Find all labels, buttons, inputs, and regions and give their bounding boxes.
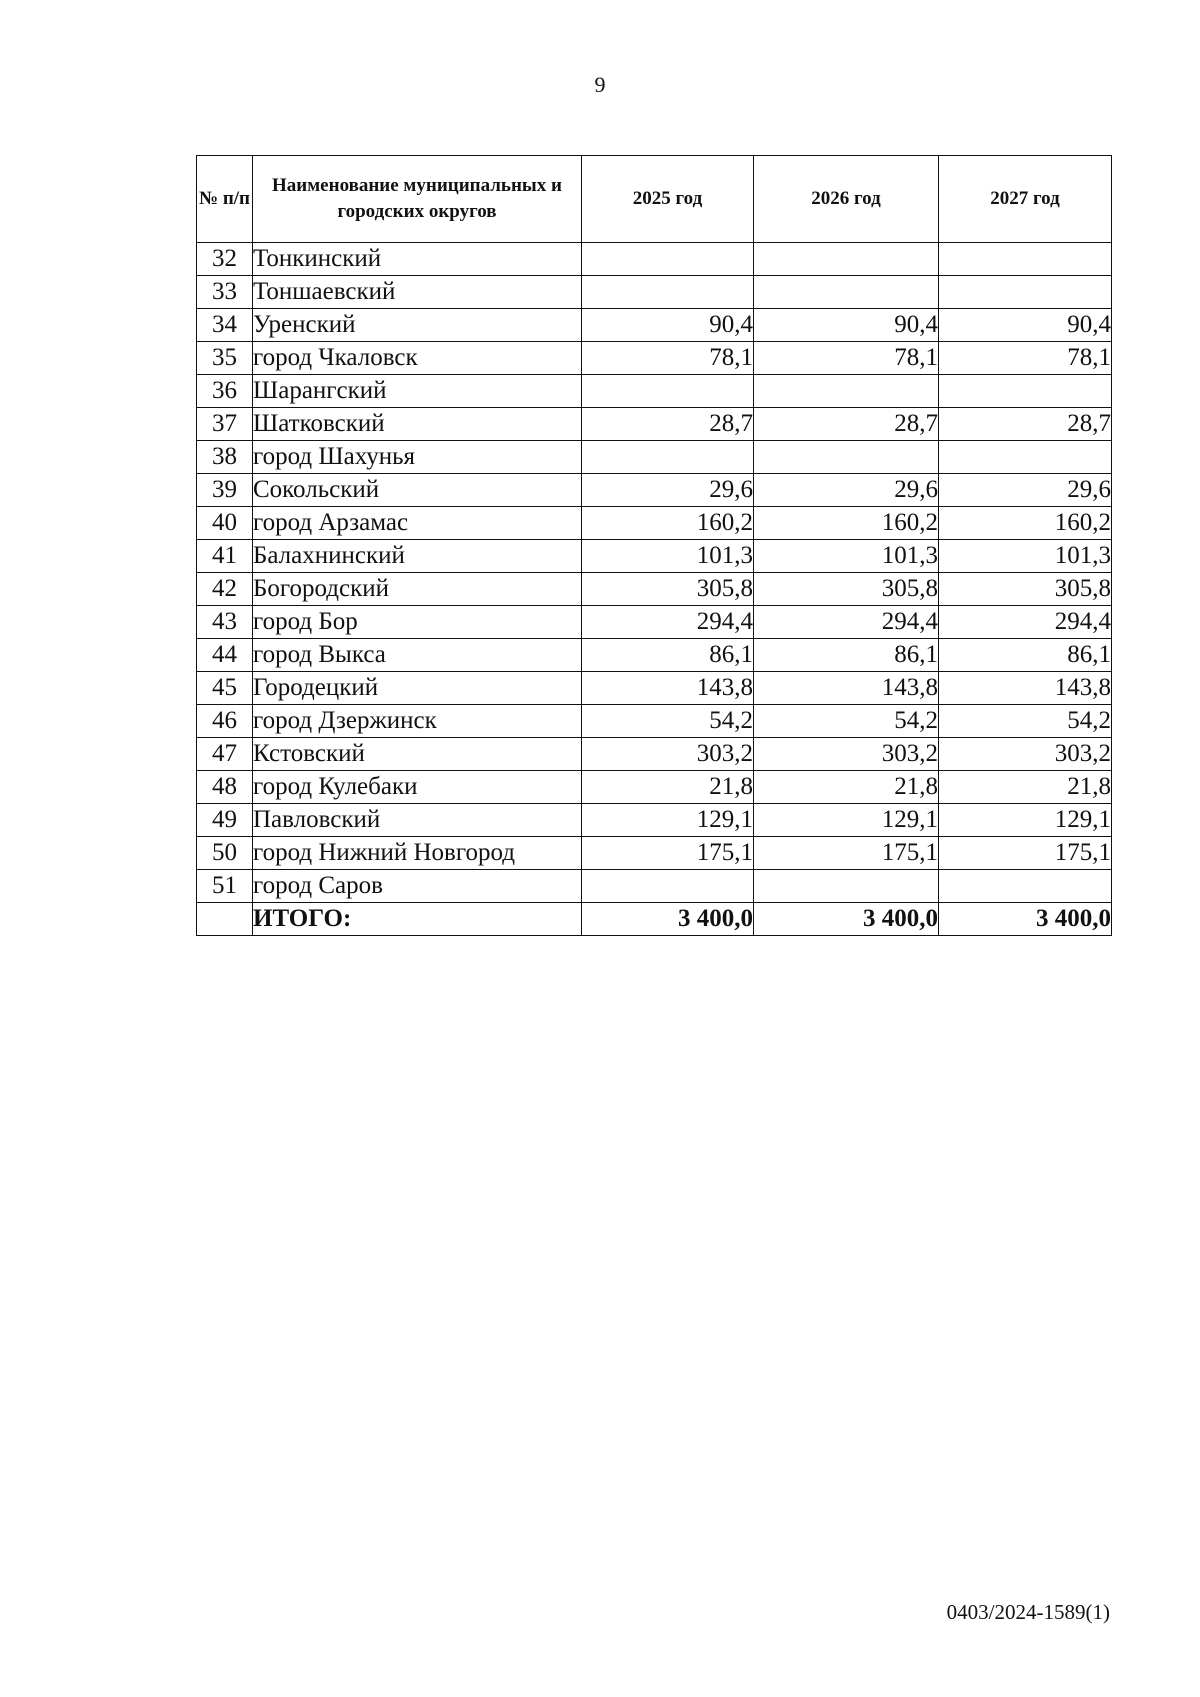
row-name: Богородский xyxy=(253,573,582,606)
total-label: ИТОГО: xyxy=(253,903,582,936)
row-num: 37 xyxy=(197,408,253,441)
row-2026: 90,4 xyxy=(754,309,939,342)
row-num: 45 xyxy=(197,672,253,705)
total-row xyxy=(197,903,1112,936)
row-num: 40 xyxy=(197,507,253,540)
row-num: 51 xyxy=(197,870,253,903)
table-row xyxy=(197,771,1112,804)
row-2025: 303,2 xyxy=(582,738,754,771)
row-2026: 28,7 xyxy=(754,408,939,441)
row-2027: 175,1 xyxy=(939,837,1112,870)
row-2026: 21,8 xyxy=(754,771,939,804)
row-2025: 143,8 xyxy=(582,672,754,705)
row-name: Балахнинский xyxy=(253,540,582,573)
row-2025: 305,8 xyxy=(582,573,754,606)
row-2025: 86,1 xyxy=(582,639,754,672)
row-2026 xyxy=(754,441,939,474)
row-name: город Дзержинск xyxy=(253,705,582,738)
allocation-table xyxy=(196,155,1112,936)
row-2027: 129,1 xyxy=(939,804,1112,837)
row-2026: 101,3 xyxy=(754,540,939,573)
row-2025: 54,2 xyxy=(582,705,754,738)
table-header-row xyxy=(197,156,1112,243)
table-row xyxy=(197,441,1112,474)
row-2025: 90,4 xyxy=(582,309,754,342)
header-num: № п/п xyxy=(197,156,253,243)
row-num: 34 xyxy=(197,309,253,342)
row-num: 43 xyxy=(197,606,253,639)
row-num: 32 xyxy=(197,243,253,276)
total-num-cell xyxy=(197,903,253,936)
row-2027: 294,4 xyxy=(939,606,1112,639)
table-row xyxy=(197,342,1112,375)
row-num: 50 xyxy=(197,837,253,870)
row-2025 xyxy=(582,441,754,474)
row-2026: 78,1 xyxy=(754,342,939,375)
row-num: 36 xyxy=(197,375,253,408)
header-name: Наименование муниципальных и городских округов xyxy=(253,156,582,243)
row-2025: 78,1 xyxy=(582,342,754,375)
row-2025 xyxy=(582,375,754,408)
row-2026: 129,1 xyxy=(754,804,939,837)
row-num: 42 xyxy=(197,573,253,606)
table-row xyxy=(197,870,1112,903)
row-2027 xyxy=(939,243,1112,276)
row-2027: 86,1 xyxy=(939,639,1112,672)
row-2026 xyxy=(754,375,939,408)
row-name: Кстовский xyxy=(253,738,582,771)
row-2027: 305,8 xyxy=(939,573,1112,606)
row-2027: 303,2 xyxy=(939,738,1112,771)
row-name: город Нижний Новгород xyxy=(253,837,582,870)
table-row xyxy=(197,639,1112,672)
row-2026: 305,8 xyxy=(754,573,939,606)
row-name: Шатковский xyxy=(253,408,582,441)
row-2025: 28,7 xyxy=(582,408,754,441)
table-row xyxy=(197,474,1112,507)
row-2026 xyxy=(754,243,939,276)
table-row xyxy=(197,606,1112,639)
row-name: город Бор xyxy=(253,606,582,639)
table-row xyxy=(197,540,1112,573)
row-2027: 78,1 xyxy=(939,342,1112,375)
table-row xyxy=(197,507,1112,540)
row-2025 xyxy=(582,243,754,276)
table-row xyxy=(197,243,1112,276)
row-num: 39 xyxy=(197,474,253,507)
row-name: Городецкий xyxy=(253,672,582,705)
row-2027: 101,3 xyxy=(939,540,1112,573)
row-num: 49 xyxy=(197,804,253,837)
row-name: город Саров xyxy=(253,870,582,903)
row-2027: 160,2 xyxy=(939,507,1112,540)
table-row xyxy=(197,837,1112,870)
row-name: Уренский xyxy=(253,309,582,342)
table-row xyxy=(197,573,1112,606)
row-num: 46 xyxy=(197,705,253,738)
table-row xyxy=(197,276,1112,309)
row-name: Шарангский xyxy=(253,375,582,408)
row-name: Тонкинский xyxy=(253,243,582,276)
row-2026: 175,1 xyxy=(754,837,939,870)
header-2026: 2026 год xyxy=(754,156,939,243)
row-name: город Арзамас xyxy=(253,507,582,540)
table-row xyxy=(197,804,1112,837)
table-row xyxy=(197,672,1112,705)
header-2025: 2025 год xyxy=(582,156,754,243)
row-num: 33 xyxy=(197,276,253,309)
document-code: 0403/2024-1589(1) xyxy=(946,1600,1110,1624)
row-2027: 29,6 xyxy=(939,474,1112,507)
row-2026 xyxy=(754,870,939,903)
row-2026: 294,4 xyxy=(754,606,939,639)
row-2027 xyxy=(939,375,1112,408)
row-2027: 143,8 xyxy=(939,672,1112,705)
table-row xyxy=(197,408,1112,441)
table-row xyxy=(197,738,1112,771)
row-2027: 21,8 xyxy=(939,771,1112,804)
row-name: город Шахунья xyxy=(253,441,582,474)
row-2026: 86,1 xyxy=(754,639,939,672)
row-2025: 129,1 xyxy=(582,804,754,837)
table-body xyxy=(197,243,1112,936)
total-2025: 3 400,0 xyxy=(582,903,754,936)
row-num: 41 xyxy=(197,540,253,573)
table-row xyxy=(197,375,1112,408)
row-name: Тоншаевский xyxy=(253,276,582,309)
row-num: 47 xyxy=(197,738,253,771)
table-row xyxy=(197,309,1112,342)
row-2025: 21,8 xyxy=(582,771,754,804)
row-2027 xyxy=(939,870,1112,903)
row-2027 xyxy=(939,441,1112,474)
row-num: 35 xyxy=(197,342,253,375)
header-2027: 2027 год xyxy=(939,156,1112,243)
row-name: город Чкаловск xyxy=(253,342,582,375)
total-2026: 3 400,0 xyxy=(754,903,939,936)
row-name: Сокольский xyxy=(253,474,582,507)
row-2026: 160,2 xyxy=(754,507,939,540)
row-2026: 143,8 xyxy=(754,672,939,705)
table-row xyxy=(197,705,1112,738)
row-name: город Выкса xyxy=(253,639,582,672)
total-2027: 3 400,0 xyxy=(939,903,1112,936)
row-name: Павловский xyxy=(253,804,582,837)
row-2026: 54,2 xyxy=(754,705,939,738)
row-num: 44 xyxy=(197,639,253,672)
page-number: 9 xyxy=(594,72,606,97)
row-name: город Кулебаки xyxy=(253,771,582,804)
row-2027: 90,4 xyxy=(939,309,1112,342)
row-2025: 160,2 xyxy=(582,507,754,540)
row-2027: 28,7 xyxy=(939,408,1112,441)
row-2027: 54,2 xyxy=(939,705,1112,738)
row-2025: 29,6 xyxy=(582,474,754,507)
row-2026: 29,6 xyxy=(754,474,939,507)
row-2025 xyxy=(582,276,754,309)
row-2025 xyxy=(582,870,754,903)
row-2025: 101,3 xyxy=(582,540,754,573)
row-2025: 294,4 xyxy=(582,606,754,639)
row-2026 xyxy=(754,276,939,309)
row-2027 xyxy=(939,276,1112,309)
row-2025: 175,1 xyxy=(582,837,754,870)
row-2026: 303,2 xyxy=(754,738,939,771)
row-num: 48 xyxy=(197,771,253,804)
row-num: 38 xyxy=(197,441,253,474)
